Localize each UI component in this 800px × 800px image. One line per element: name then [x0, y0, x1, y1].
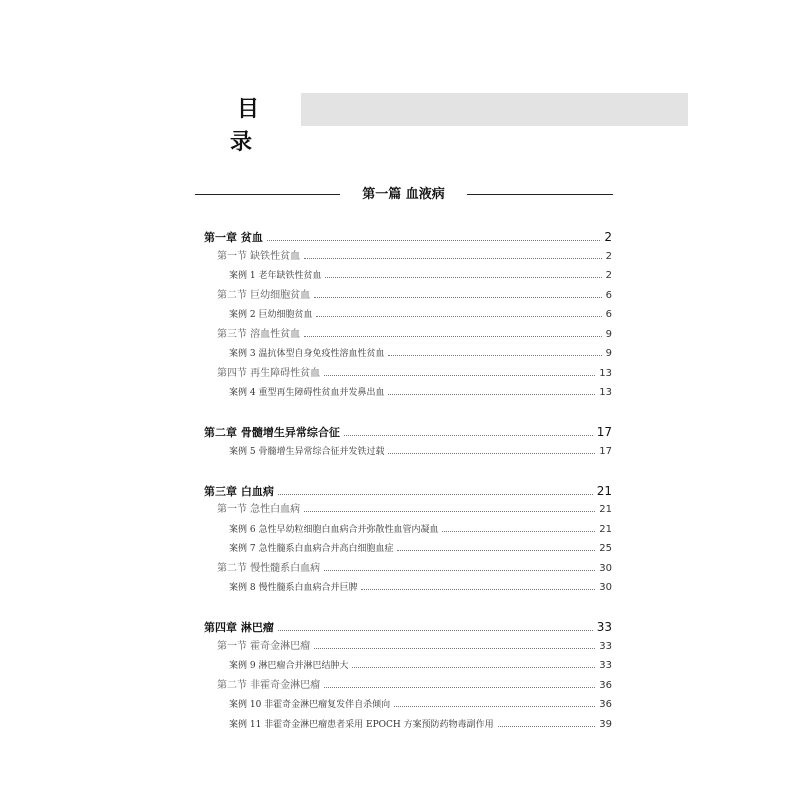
toc-page-number: 36 [599, 680, 612, 691]
dot-leader [388, 394, 595, 395]
toc-section-row [217, 639, 612, 655]
dot-leader [324, 570, 595, 571]
toc-section-row [217, 678, 612, 694]
part-heading: 第一篇 血液病 [362, 187, 445, 202]
dot-leader [394, 706, 595, 707]
toc-page-number: 25 [599, 543, 612, 554]
toc-page-number: 9 [605, 329, 612, 340]
dot-leader [324, 375, 595, 376]
toc-case-row [229, 658, 612, 674]
toc-section-label: 第一节 霍奇金淋巴瘤 [217, 641, 311, 652]
toc-section-row [217, 366, 612, 382]
toc-case-label: 案例 3 温抗体型自身免疫性溶血性贫血 [229, 349, 385, 359]
toc-chapter-row [204, 483, 612, 499]
toc-case-label: 案例 5 骨髓增生异常综合征并发铁过载 [229, 447, 385, 457]
toc-case-label: 案例 1 老年缺铁性贫血 [229, 271, 322, 281]
dot-leader [314, 297, 601, 298]
toc-chapter-row [204, 229, 612, 245]
dot-leader [314, 648, 595, 649]
toc-section-label: 第四节 再生障碍性贫血 [217, 368, 321, 379]
dot-leader [304, 511, 595, 512]
toc-page-number: 2 [604, 230, 612, 244]
dot-leader [304, 336, 601, 337]
dot-leader [278, 630, 593, 631]
toc-chapter-label: 第二章 骨髓增生异常综合征 [204, 426, 340, 439]
dot-leader [361, 589, 595, 590]
toc-section-label: 第二节 巨幼细胞贫血 [217, 290, 311, 301]
toc-page-number: 21 [596, 484, 612, 498]
toc-page-number: 36 [599, 699, 612, 710]
toc-page-number: 30 [599, 563, 612, 574]
toc-section-label: 第二节 慢性髓系白血病 [217, 563, 321, 574]
dot-leader [325, 277, 601, 278]
toc-page-number: 17 [599, 446, 612, 457]
toc-page-number: 33 [599, 660, 612, 671]
toc-case-label: 案例 2 巨幼细胞贫血 [229, 310, 313, 320]
dot-leader [388, 355, 601, 356]
toc-page-number: 39 [599, 719, 612, 730]
toc-chapter-label: 第四章 淋巴瘤 [204, 621, 274, 634]
toc-page-number: 33 [596, 620, 612, 634]
toc-page-number: 13 [599, 387, 612, 398]
toc-section-row [217, 288, 612, 304]
toc-page-number: 17 [596, 425, 612, 439]
dot-leader [278, 494, 593, 495]
toc-case-row [229, 522, 612, 538]
toc-page-number: 6 [605, 309, 612, 320]
toc-section-label: 第一节 急性白血病 [217, 504, 301, 515]
toc-case-row [229, 307, 612, 323]
toc-chapter-label: 第一章 贫血 [204, 231, 263, 244]
toc-case-row [229, 580, 612, 596]
toc-chapter-row [204, 619, 612, 635]
toc-page-number: 33 [599, 641, 612, 652]
toc-section-row [217, 561, 612, 577]
toc-page-number: 13 [599, 368, 612, 379]
page-title: 目 录 [229, 97, 273, 155]
toc-page-number: 2 [605, 251, 612, 262]
toc-case-row [229, 346, 612, 362]
dot-leader [344, 435, 593, 436]
toc-section-row [217, 327, 612, 343]
toc-case-label: 案例 10 非霍奇金淋巴瘤复发伴自杀倾向 [229, 700, 391, 710]
dot-leader [304, 258, 601, 259]
toc-section-label: 第二节 非霍奇金淋巴瘤 [217, 680, 321, 691]
toc-case-label: 案例 4 重型再生障碍性贫血并发鼻出血 [229, 388, 385, 398]
dot-leader [388, 453, 595, 454]
toc-page-number: 2 [605, 270, 612, 281]
dot-leader [324, 687, 595, 688]
toc-chapter-label: 第三章 白血病 [204, 485, 274, 498]
toc-page-number: 30 [599, 582, 612, 593]
toc-case-row [229, 541, 612, 557]
dot-leader [352, 667, 595, 668]
dot-leader [442, 531, 595, 532]
toc-page-number: 6 [605, 290, 612, 301]
toc-section-row [217, 249, 612, 265]
dot-leader [397, 550, 595, 551]
toc-section-row [217, 502, 612, 518]
toc-case-row [229, 268, 612, 284]
toc-case-label: 案例 7 急性髓系白血病合并高白细胞血症 [229, 544, 394, 554]
dot-leader [498, 726, 596, 727]
toc-case-label: 案例 9 淋巴瘤合并淋巴结肿大 [229, 661, 349, 671]
toc-page-number: 21 [599, 504, 612, 515]
toc-case-row [229, 717, 612, 733]
toc-case-row [229, 444, 612, 460]
toc-page-number: 21 [599, 524, 612, 535]
toc-case-row [229, 385, 612, 401]
toc-section-label: 第一节 缺铁性贫血 [217, 251, 301, 262]
dot-leader [267, 240, 601, 241]
toc-case-label: 案例 6 急性早幼粒细胞白血病合并弥散性血管内凝血 [229, 525, 439, 535]
toc-case-label: 案例 11 非霍奇金淋巴瘤患者采用 EPOCH 方案预防药物毒副作用 [229, 720, 494, 730]
toc-case-row [229, 697, 612, 713]
toc-case-label: 案例 8 慢性髓系白血病合并巨脾 [229, 583, 358, 593]
toc-chapter-row [204, 424, 612, 440]
dot-leader [316, 316, 601, 317]
toc-section-label: 第三节 溶血性贫血 [217, 329, 301, 340]
toc-page-number: 9 [605, 348, 612, 359]
